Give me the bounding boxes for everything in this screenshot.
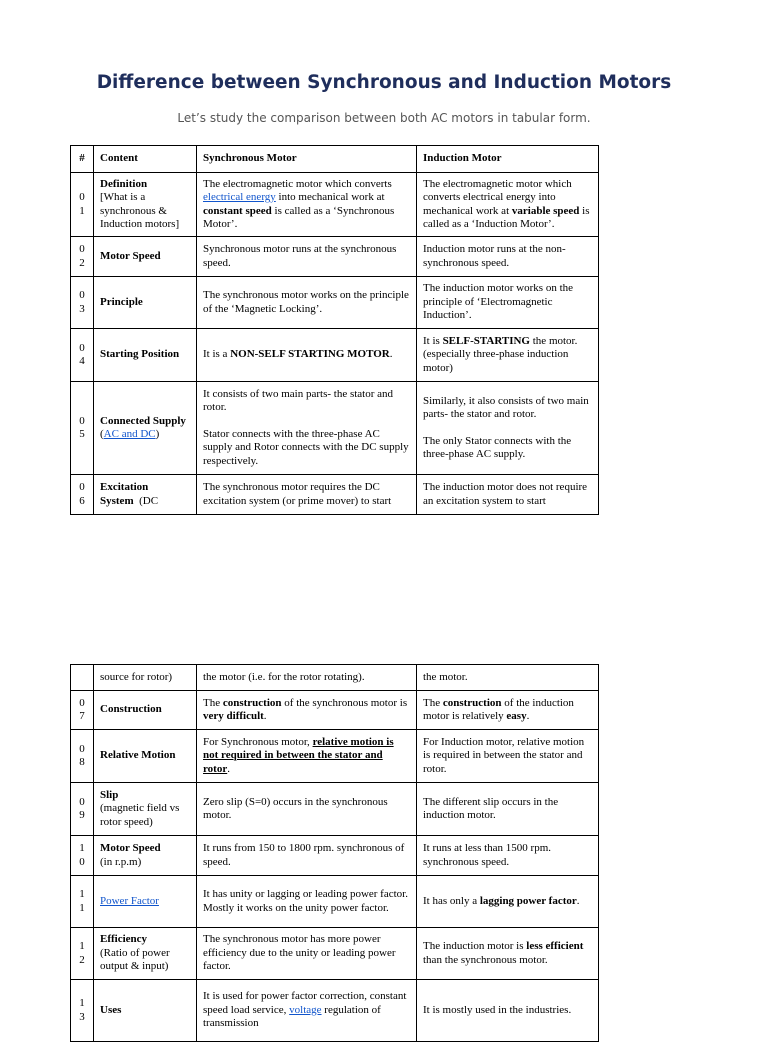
row-number-digit: 1 [79,940,85,952]
row-number-digit: 2 [79,953,85,966]
induction-cell: Induction motor runs at the non-synchronous speed. [417,237,599,277]
synchronous-cell [197,730,417,783]
cell-paragraph: It consists of two main parts- the stator and rotor. [203,387,394,414]
synchronous-cell: Synchronous motor runs at the synchronous speed. [197,237,417,277]
table-row [71,730,599,783]
synchronous-cell [197,382,417,475]
cell-text: the motor. (especially three-phase induction motor) [423,334,578,374]
row-label: Principle [94,277,197,329]
row-number [71,783,94,836]
cell-text: The [423,696,443,709]
row-label: Excitation System [100,481,149,507]
row-label: Slip [100,788,119,801]
synchronous-cell: The synchronous motor works on the principle of the ‘Magnetic Locking’. [197,277,417,329]
row-number-digit: 0 [79,855,85,868]
cell-text: The induction motor is [423,940,527,952]
row-number-digit: 2 [79,256,85,269]
cell-bold-text: relative motion is not required in between the stator and rotor [203,735,394,775]
cell-text: ) [155,428,160,440]
electrical-energy-link[interactable]: electrical energy [203,191,276,203]
row-label-cell [94,475,197,515]
synchronous-cell: Zero slip (S=0) occurs in the synchronous motor. [197,783,417,836]
cell-text: It is a [203,348,231,361]
row-number-digit: 0 [79,341,85,354]
row-number-digit: 6 [79,494,85,507]
cell-text: . [227,762,230,775]
cell-bold-text: construction [442,696,502,709]
cell-text: It is used for power factor correction, constant speed load service, [203,990,407,1016]
row-number-digit: 1 [79,204,85,217]
cell-text: ( [100,428,104,440]
synchronous-cell: The synchronous motor requires the DC excitation system (or prime mover) to start [197,475,417,515]
cell-paragraph: It has unity or lagging or leading power factor. [203,888,408,900]
row-number-digit: 0 [79,289,85,301]
synchronous-cell [197,173,417,237]
induction-cell [417,173,599,237]
synchronous-cell [197,876,417,928]
row-number-digit: 1 [79,997,85,1009]
row-number-digit: 8 [79,756,85,768]
induction-cell: The induction motor does not require an excitation system to start [417,475,599,515]
ac-and-dc-link[interactable]: AC and DC [103,428,156,440]
cell-text: . [526,710,530,722]
row-number [71,928,94,980]
row-label-cell [94,173,197,237]
row-number-digit: 9 [79,809,85,821]
row-label: Relative Motion [94,730,197,783]
row-number [71,836,94,876]
cell-text: is called as a ‘Induction Motor’. [423,204,590,230]
row-number-digit: 0 [79,243,85,255]
cell-text: . [576,894,580,907]
induction-cell [417,928,599,980]
power-factor-link[interactable]: Power Factor [100,894,159,907]
header-number: # [71,146,94,173]
row-number-digit: 0 [79,481,85,493]
cell-text: is called as a ‘Synchronous Motor’. [203,204,395,230]
row-number-digit: 1 [79,901,85,914]
row-label-cell [94,836,197,876]
synchronous-cell: The synchronous motor has more power efficiency due to the unity or leading power factor. [197,928,417,980]
row-number-digit: 7 [79,710,85,722]
cell-text: into mechanical work at [275,191,385,203]
cell-text: It has only a [423,894,480,907]
row-label-cell [94,928,197,980]
comparison-table-part-2 [70,664,599,1042]
table-row [71,173,599,237]
row-number-digit: 0 [79,414,85,427]
cell-text: The electromagnetic motor which converts [203,177,392,190]
cell-text: . [389,348,393,361]
row-label: Definition [100,177,148,190]
row-label-cell: source for rotor) [94,665,197,691]
row-label-cell [94,382,197,475]
cell-text: The electromagnetic motor which converts electrical energy into mechanical work at [423,177,572,217]
cell-bold-text: SELF-STARTING [442,334,530,347]
table-row [71,475,599,515]
row-number [71,237,94,277]
page-subtitle: Let’s study the comparison between both AC motors in tabular form. [177,111,591,125]
induction-cell [417,876,599,928]
row-number [71,277,94,329]
row-number-digit: 3 [79,302,85,315]
synchronous-cell [197,980,417,1042]
cell-bold-text: NON-SELF STARTING MOTOR [230,348,390,361]
row-label: Construction [94,691,197,730]
row-label: Motor Speed [94,237,197,277]
cell-bold-text: variable speed [511,204,580,217]
induction-cell [417,382,599,475]
induction-cell: The induction motor works on the principle of ‘Electromagnetic Induction’. [417,277,599,329]
table-row [71,382,599,475]
table-row [71,329,599,382]
cell-bold-text: constant speed [203,204,272,217]
row-label: Connected Supply [100,414,186,427]
header-synchronous-motor: Synchronous Motor [197,146,417,173]
row-label-sub: (Ratio of power output & input) [100,946,170,973]
synchronous-cell: the motor (i.e. for the rotor rotating). [197,665,417,691]
row-number [71,730,94,783]
induction-cell [417,329,599,382]
cell-text: It is [423,334,443,347]
row-label: Motor Speed [100,842,161,854]
cell-paragraph: Mostly it works on the unity power factor. [203,901,389,914]
row-number-digit: 0 [79,795,85,808]
induction-cell [417,691,599,730]
row-number [71,980,94,1042]
induction-cell: the motor. [417,665,599,691]
row-label-sub: (in r.p.m) [100,855,142,868]
table-row [71,836,599,876]
cell-text: . [263,710,267,722]
table-row [71,876,599,928]
row-number [71,173,94,237]
cell-bold-text: easy [506,710,527,722]
cell-text: regulation of transmission [203,1003,381,1030]
cell-bold-text: very difficult [203,710,264,722]
row-label-cell [94,876,197,928]
row-number [71,475,94,515]
cell-bold-text: less efficient [526,940,584,952]
row-number [71,876,94,928]
row-number-digit: 0 [79,191,85,203]
table-row [71,691,599,730]
row-label: Efficiency [100,933,148,946]
synchronous-cell [197,329,417,382]
row-number-digit: 3 [79,1010,85,1023]
row-number [71,691,94,730]
induction-cell: The different slip occurs in the induction motor. [417,783,599,836]
cell-paragraph: Stator connects with the three-phase AC supply and Rotor connects with the DC supply respectively. [203,427,409,467]
cell-bold-text: construction [222,696,282,709]
row-label-sub: (DC [139,494,159,507]
comparison-table-part-1 [70,145,599,515]
cell-text: The [203,696,223,709]
row-number-digit: 1 [79,888,85,900]
row-number-digit: 1 [79,842,85,854]
row-number-digit: 0 [79,696,85,709]
row-label: Uses [94,980,197,1042]
cell-paragraph: Similarly, it also consists of two main parts- the stator and rotor. [423,394,589,420]
induction-cell: It is mostly used in the industries. [417,980,599,1042]
table-row [71,783,599,836]
table-header-row [71,146,599,173]
induction-cell: It runs at less than 1500 rpm. synchronous speed. [417,836,599,876]
induction-cell: For Induction motor, relative motion is required in between the stator and rotor. [417,730,599,783]
row-number [71,665,94,691]
cell-bold-text: lagging power factor [479,894,577,907]
page-title: Difference between Synchronous and Induction Motors [96,72,672,93]
table-row [71,928,599,980]
row-number-digit: 5 [79,428,85,440]
table-row [71,665,599,691]
table-row [71,277,599,329]
row-number-digit: 4 [79,355,85,367]
cell-text: of the induction motor is relatively [423,696,574,722]
row-number [71,329,94,382]
row-label-sub: [What is a synchronous & Induction motors] [100,191,180,230]
header-induction-motor: Induction Motor [417,146,599,173]
table-row [71,980,599,1042]
cell-text: For Synchronous motor, [203,735,313,748]
row-label: Starting Position [94,329,197,382]
row-number-digit: 0 [79,742,85,755]
cell-paragraph: The only Stator connects with the three-phase AC supply. [423,434,572,460]
row-label-sub: (magnetic field vs rotor speed) [100,802,180,828]
synchronous-cell [197,691,417,730]
cell-text: of the synchronous motor is [281,696,408,709]
row-number [71,382,94,475]
header-content: Content [94,146,197,173]
table-row [71,237,599,277]
cell-text: than the synchronous motor. [423,953,548,966]
row-label-cell [94,783,197,836]
voltage-link[interactable]: voltage [289,1003,322,1016]
synchronous-cell: It runs from 150 to 1800 rpm. synchronous of speed. [197,836,417,876]
